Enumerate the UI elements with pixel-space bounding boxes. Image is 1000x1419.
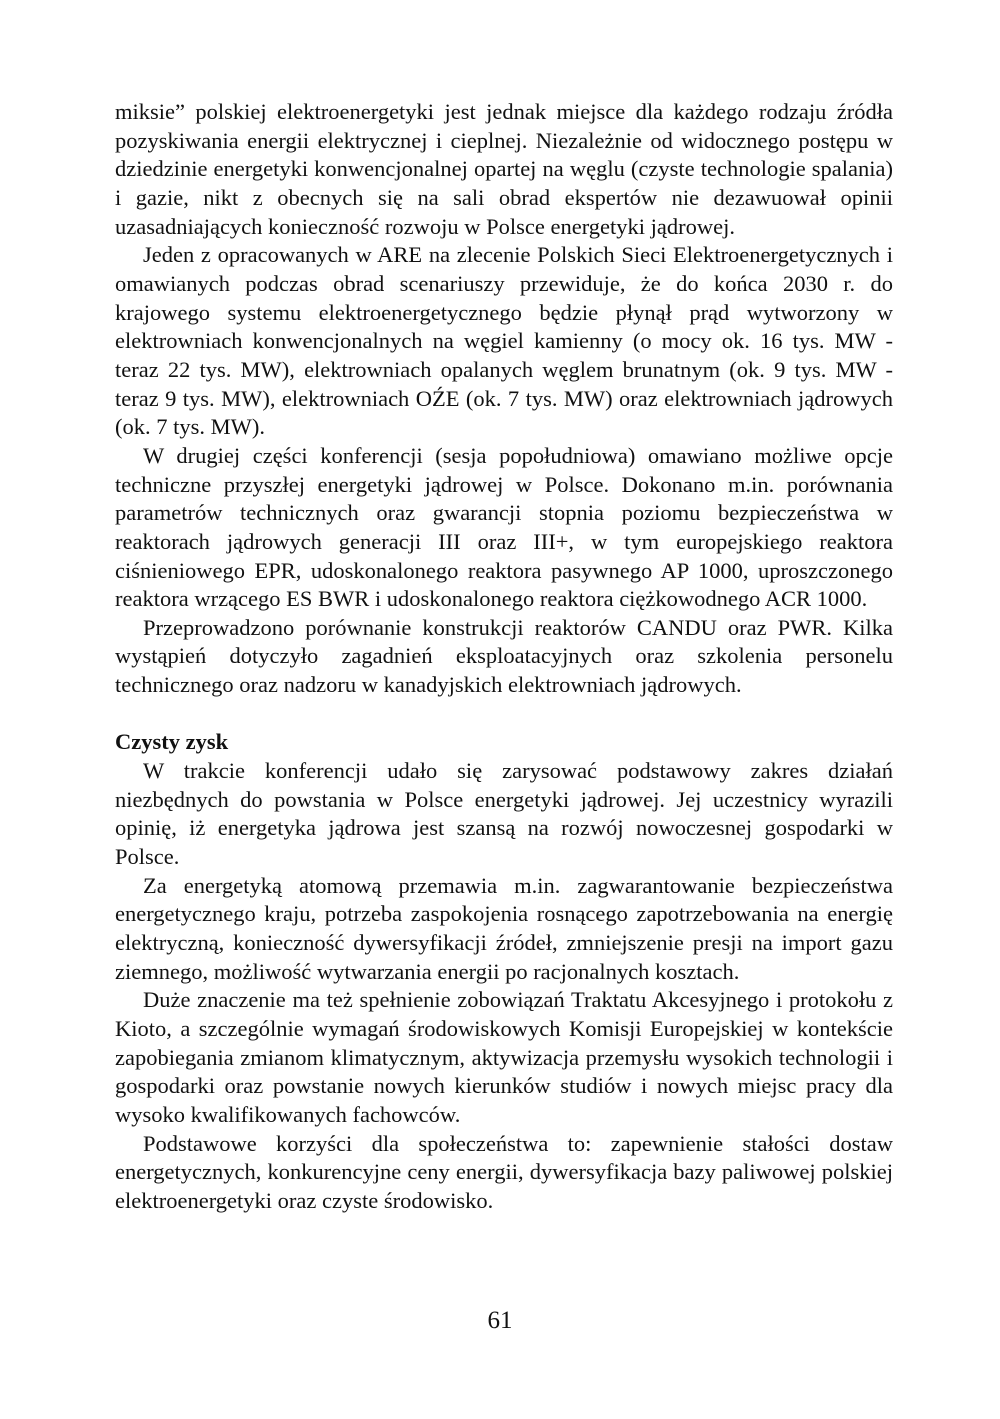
paragraph-obligations: Duże znaczenie ma też spełnienie zobowiązań Traktatu Akcesyjnego i protokołu z Kioto, a szczególnie wymagań środowiskowych Komisji Europejskiej w kontekście zapobiegania zmianom klimatycznym, aktywizacja przemysłu wysokich technologii i gospodarki oraz powstanie nowych kierunków studiów i nowych miejsc pracy dla wysoko kwalifikowanych fachowców. <box>115 987 893 1127</box>
paragraph-reactor-options: W drugiej części konferencji (sesja popołudniowa) omawiano możliwe opcje techniczne przyszłej energetyki jądrowej w Polsce. Dokonano m.in. porównania parametrów technicznych oraz gwarancji stopnia poziomu bezpieczeństwa w reaktorach jądrowych generacji III oraz III+, w tym europejskiego reaktora ciśnieniowego EPR, udoskonalonego reaktora pasywnego AP 1000, uproszczonego reaktora wrzącego ES BWR i udoskonalonego reaktora ciężkowodnego ACR 1000. <box>115 442 893 612</box>
paragraph-candu-pwr: Przeprowadzono porównanie konstrukcji reaktorów CANDU oraz PWR. Kilka wystąpień dotyczyło zagadnień eksploatacyjnych oraz szkolenia personelu technicznego oraz nadzoru w kanadyjskich elektrowniach jądrowych. <box>115 614 893 698</box>
paragraph-benefits: Podstawowe korzyści dla społeczeństwa to: zapewnienie stałości dostaw energetycznych, konkurencyjne ceny energii, dywersyfikacja bazy paliwowej polskiej elektroenergetyki oraz czyste środowisko. <box>115 1130 893 1213</box>
paragraph-conference-outcome: W trakcie konferencji udało się zarysować podstawowy zakres działań niezbędnych do powstania w Polsce energetyki jądrowej. Jej uczestnicy wyrazili opinię, iż energetyka jądrowa jest szansą na rozwój nowoczesnej gospodarki w Polsce. <box>115 758 893 870</box>
page-number: 61 <box>487 1307 513 1334</box>
paragraph-arguments-for: Za energetyką atomową przemawia m.in. zagwarantowanie bezpieczeństwa energetycznego kraju, potrzeba zaspokojenia rosnącego zapotrzebowania na energię elektryczną, konieczność dywersyfikacji źródeł, zmniejszenie presji na import gazu ziemnego, możliwość wytwarzania energii po racjonalnych kosztach. <box>115 872 893 984</box>
paragraph-continuation: miksie” polskiej elektroenergetyki jest jednak miejsce dla każdego rodzaju źródła pozyskiwania energii elektrycznej i cieplnej. Niezależnie od widocznego postępu w dziedzinie energetyki konwencjonalnej opartej na węglu (czyste technologie spalania) i gazie, nikt z obecnych się na sali obrad ekspertów nie dezawuował opinii uzasadniających konieczność rozwoju w Polsce energetyki jądrowej. <box>115 99 893 239</box>
paragraph-are-scenario: Jeden z opracowanych w ARE na zlecenie Polskich Sieci Elektroenergetycznych i omawianych podczas obrad scenariuszy przewiduje, że do końca 2030 r. do krajowego systemu elektroenergetycznego będzie płynął prąd wytworzony w elektrowniach konwencjonalnych na węgiel kamienny (o mocy ok. 16 tys. MW - teraz 22 tys. MW), elektrowniach opalanych węglem brunatnym (ok. 9 tys. MW - teraz 9 tys. MW), elektrowniach OŹE (ok. 7 tys. MW) oraz elektrowniach jądrowych (ok. 7 tys. MW). <box>115 242 893 440</box>
page-body <box>115 98 893 1216</box>
section-heading: Czysty zysk <box>115 729 229 755</box>
